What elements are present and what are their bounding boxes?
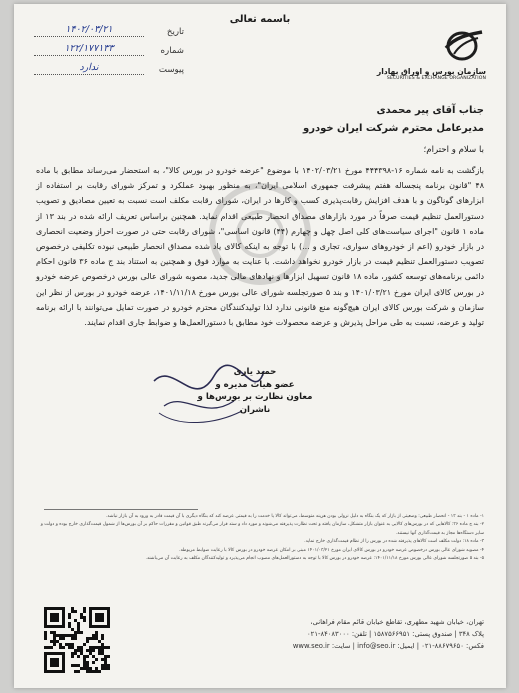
address-line: فکس: ۸۸۶۷۹۶۵۰-۰۲۱ | ایمیل: info@seo.ir | سایت: www.seo.ir [292, 642, 484, 650]
attachment-value: ندارد [34, 62, 144, 75]
footnote: ۴- مصوبه شورای عالی بورس درخصوص عرضه خودرو در بورس کالای ایران مورخ ۱۴۰۱/۰۳/۲۱ مبنی بر امکان عرضه خودرو در بورس کالا با رعایت ضوابط مربوطه. [179, 547, 484, 553]
seo-globe-icon [442, 26, 484, 62]
date-row [34, 18, 184, 37]
greeting: با سلام و احترام؛ [423, 145, 484, 155]
number-value: ۱۲۲/۱۷۷۱۳۳ [34, 43, 144, 56]
signatory-name: حمید یاری [233, 367, 277, 377]
organization-logo [360, 26, 486, 81]
signature-block [190, 366, 320, 416]
qr-code-icon [44, 607, 110, 673]
address-block [214, 616, 484, 652]
address-line: تهران، خیابان شهید مطهری، تقاطع خیابان قائم مقام فراهانی، [310, 618, 484, 626]
attachment-row [34, 56, 184, 75]
signatory-role-2: معاون نظارت بر بورس‌ها و ناشران [197, 392, 313, 415]
letter-meta [34, 18, 184, 75]
number-label: شماره [160, 46, 184, 56]
attachment-label: پیوست [158, 65, 184, 75]
footnote-divider [44, 509, 198, 510]
date-value: ۱۴۰۲/۰۳/۲۱ [34, 24, 144, 37]
address-line: پلاک ۳۴۸ | صندوق پستی: ۱۵۸۷۵۶۶۹۵۱ | تلفن: ۸۴۰۸۳۰۰۰-۰۲۱ [307, 630, 484, 638]
number-row [34, 37, 184, 56]
footnotes [36, 513, 484, 563]
footnote: ۵- بند ۵ صورتجلسه شورای عالی بورس مورخ ۱۴۰۱/۱۱/۱۸: عرضه خودرو در بورس کالا با توجه به دستورالعمل‌های مصوب انجام می‌پذیرد و تولیدکنندگان مکلف به رعایت آن می‌باشند. [145, 556, 484, 562]
recipient-title: مدیرعامل محترم شرکت ایران خودرو [302, 123, 484, 134]
date-label: تاریخ [166, 27, 184, 37]
letter-heading: باسمه تعالی [229, 14, 291, 25]
letter-body: بازگشت به نامه شماره ۱۶-۴۴۴۳۹۸ مورخ ۱۴۰۲/۰۳/۲۱ با موضوع "عرضه خودرو در بورس کالا"، به استحضار می‌رساند مطابق با ماده ۴۸ "قانون برنامه پنجساله هفتم پیشرفت جمهوری اسلامی ایران"، به منظور بهبود عملکرد و تمرکز شورای رقابت بر استفاده از ابزارهای گوناگون و با هدف افزایش رقابت‌پذیری کسب و کارها در ایران، شورای رقابت مکلف است نسبت به تعیین مصادیق و تصویب دستورالعمل تنظیم قیمت صرفاً در مورد بازارهای مصداق انحصار طبیعی اقدام نماید. همچنین براساس تعریف ارائه شده در بند ۱۳ از ماده ۱ قانون "اجرای سیاست‌های کلی اصل چهل و چهارم (۴۴) قانون اساسی"، شورای رقابت حتی در صورت احراز وضعیت انحصاری در بازار خودرو (اعم از خودروهای سواری، تجاری و ...) با توجه به اینکه کالای یاد شده مصداق انحصار طبیعی نبوده تکلیفی درخصوص تصویب دستورالعمل تنظیم قیمت در بازار خودرو نخواهد داشت. با عنایت به موارد فوق و همچنین به استناد بند ج ماده ۳۶ قانون احکام دائمی برنامه‌های توسعه کشور، ماده ۱۸ قانون تسهیل ابزارها و نهادهای مالی جدید، مصوبه شورای عالی بورس درخصوص عرضه خودرو در بورس کالای ایران مورخ ۱۴۰۱/۰۳/۲۱ و بند ۵ صورتجلسه شورای عالی بورس مورخ ۱۴۰۱/۱۱/۱۸، عرضه خودرو در بورس از نظر این سازمان و شرکت بورس کالای ایران هیچ‌گونه منع قانونی ندارد لذا تولیدکنندگان محترم خودرو در صورت تمایل می‌توانند با ارائه برنامه تولید و عرضه، نسبت به طی مراحل پذیرش و عرضه محصولات خود مطابق با دستورالعمل‌ها و ضوابط جاری اقدام نمایند. [36, 166, 485, 328]
organization-name-fa: سازمان بورس و اوراق بهادار [376, 67, 486, 76]
signatory-role-1: عضو هیات مدیره و [215, 379, 295, 390]
recipient-name: جناب آقای پیر محمدی [376, 105, 484, 116]
letter-page [14, 4, 506, 688]
footnote: ۳- ماده ۱۸: دولت مکلف است کالاهای پذیرفته شده در بورس را از نظام قیمت‌گذاری خارج نماید. [304, 539, 484, 545]
footnote: ۱- ماده ۱ - بند ۱۳ - انحصار طبیعی: وضعیتی از بازار که یک بنگاه به دلیل نزولی بودن هزینه متوسط، می‌تواند کالا یا خدمت را به قیمتی عرضه کند که بنگاه دیگری با آن قیمت قادر به ورود به آن بازار نباشد. [105, 514, 484, 519]
organization-name-en: SECURITIES & EXCHANGE ORGANIZATION [386, 76, 486, 81]
footnote: ۲- بند ج ماده ۳۶: کالاهایی که در بورس‌های کالایی به عنوان بازار متشکل، سازمان یافته و تحت نظارت پذیرفته می‌شوند و مورد داد و ستد قرار می‌گیرند طبق قوانین و مقررات حاکم بر آن بورس‌ها از شمول قیمت‌گذاری خارج بوده و دولت و سایر دستگاه‌ها مجاز به قیمت‌گذاری آنها نیستند. [40, 522, 484, 536]
recipient-block [303, 102, 484, 138]
